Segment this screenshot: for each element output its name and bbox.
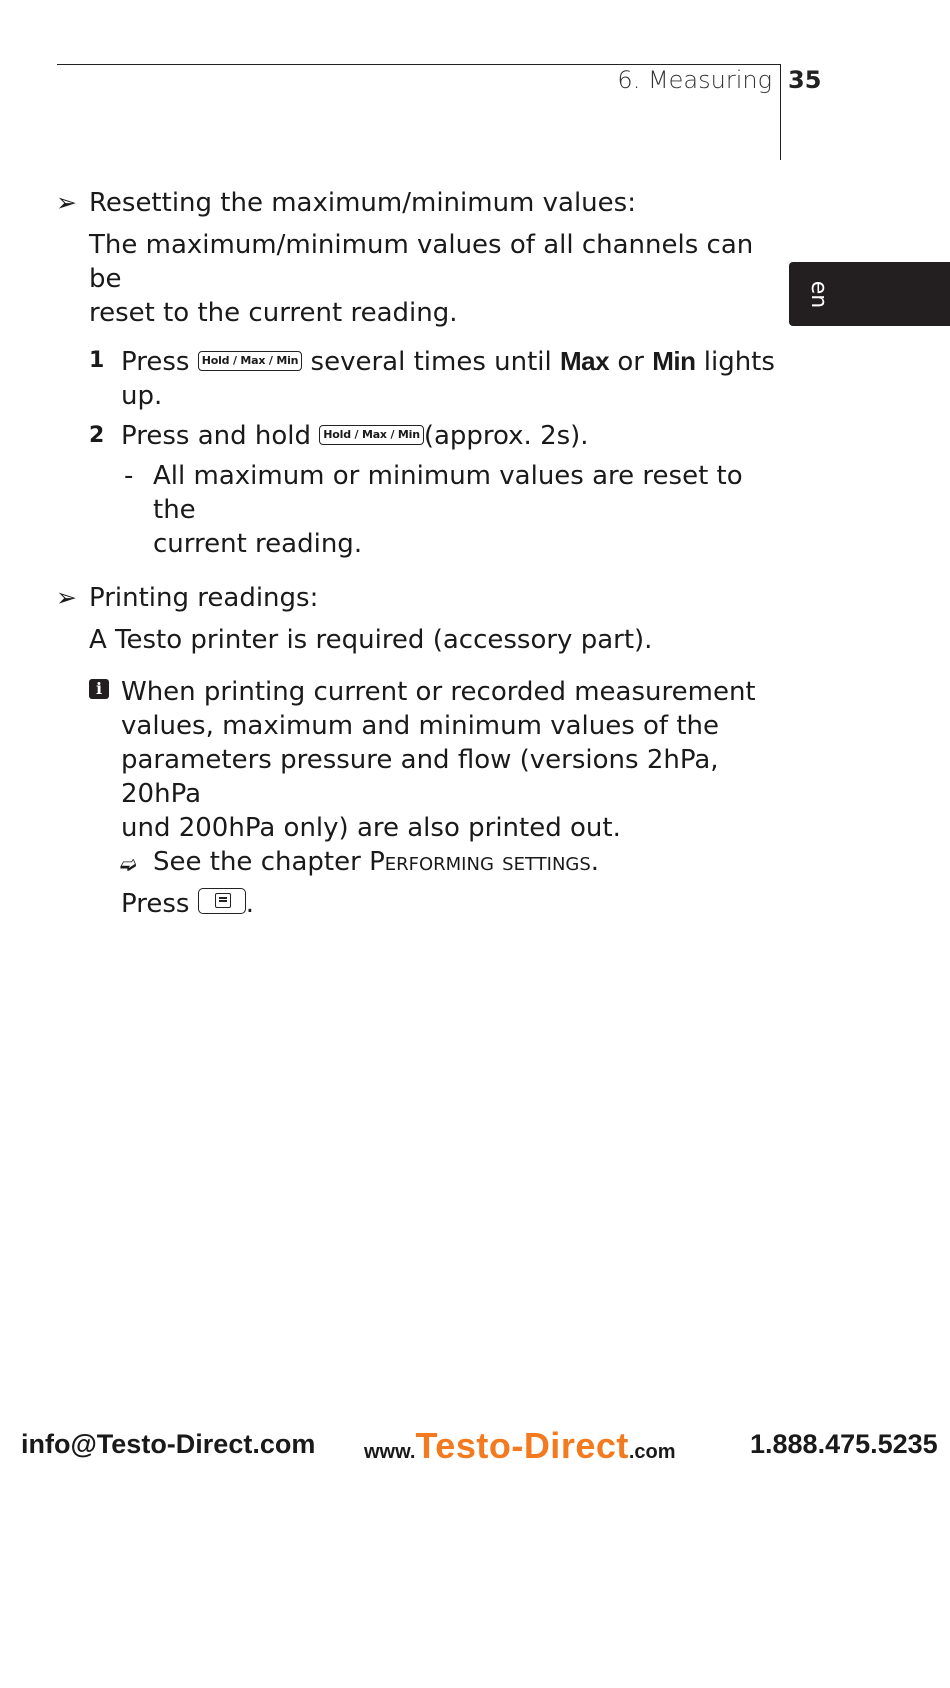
footer-phone: 1.888.475.5235 xyxy=(750,1429,938,1459)
info-line: values, maximum and minimum values of the xyxy=(121,711,720,741)
printing-heading-text: Printing readings: xyxy=(89,583,319,613)
step-number: 1 xyxy=(89,348,105,373)
step-result xyxy=(124,459,776,561)
step-text: several times until xyxy=(310,347,552,377)
pointing-hand-icon: ➫ xyxy=(120,852,137,876)
dash-bullet: - xyxy=(124,461,134,491)
result-line: All maximum or minimum values are reset to the xyxy=(153,461,743,525)
see-text: See the chapter xyxy=(153,847,361,877)
result-line: current reading. xyxy=(153,529,363,559)
step-number: 2 xyxy=(89,423,105,448)
page-content xyxy=(56,186,776,921)
header-divider xyxy=(780,64,781,160)
press-print xyxy=(121,887,776,921)
section-title: 6. Measuring xyxy=(617,66,772,94)
see-suffix: . xyxy=(590,847,600,877)
press-suffix: . xyxy=(245,889,254,919)
printing-heading xyxy=(56,581,776,615)
reset-intro-line: reset to the current reading. xyxy=(89,298,458,328)
reset-heading-text: Resetting the maximum/minimum values: xyxy=(89,188,636,218)
header-rule xyxy=(57,64,781,65)
step-text: lights up. xyxy=(121,347,775,411)
web-prefix: www. xyxy=(364,1441,416,1463)
hold-max-min-key: Hold / Max / Min xyxy=(319,425,424,445)
web-suffix: .com xyxy=(628,1441,676,1463)
hold-max-min-key: Hold / Max / Min xyxy=(198,351,303,371)
reset-heading xyxy=(56,186,776,220)
step-1 xyxy=(89,344,776,413)
info-line: und 200hPa only) are also printed out. xyxy=(121,813,621,843)
chapter-link[interactable]: Performing settings xyxy=(369,847,591,877)
step-text: (approx. 2s). xyxy=(423,421,589,451)
step-2 xyxy=(89,419,776,453)
reset-intro-line: The maximum/minimum values of all channels can be xyxy=(89,230,754,294)
footer xyxy=(0,1425,950,1475)
footer-website[interactable] xyxy=(364,1425,676,1467)
arrow-bullet-icon: ➢ xyxy=(56,188,77,217)
printing-intro: A Testo printer is required (accessory part). xyxy=(89,625,653,655)
info-icon: i xyxy=(89,679,109,699)
see-chapter xyxy=(120,845,776,879)
page-number: 35 xyxy=(788,66,822,94)
language-tab-label: en xyxy=(806,280,832,309)
footer-email[interactable]: info@Testo-Direct.com xyxy=(21,1429,316,1459)
min-label: Min xyxy=(652,346,696,376)
info-line: When printing current or recorded measurement xyxy=(121,677,756,707)
reset-intro xyxy=(89,228,776,330)
print-key-icon xyxy=(198,888,246,914)
step-text: or xyxy=(617,347,644,377)
press-text: Press xyxy=(121,889,190,919)
info-line: parameters pressure and flow (versions 2hPa, 20hPa xyxy=(121,745,719,809)
max-label: Max xyxy=(560,346,610,376)
arrow-bullet-icon: ➢ xyxy=(56,583,77,612)
step-text: Press xyxy=(121,347,190,377)
web-brand: Testo-Direct xyxy=(415,1425,629,1466)
language-tab xyxy=(789,262,950,326)
step-text: Press and hold xyxy=(121,421,311,451)
info-note xyxy=(95,675,776,845)
